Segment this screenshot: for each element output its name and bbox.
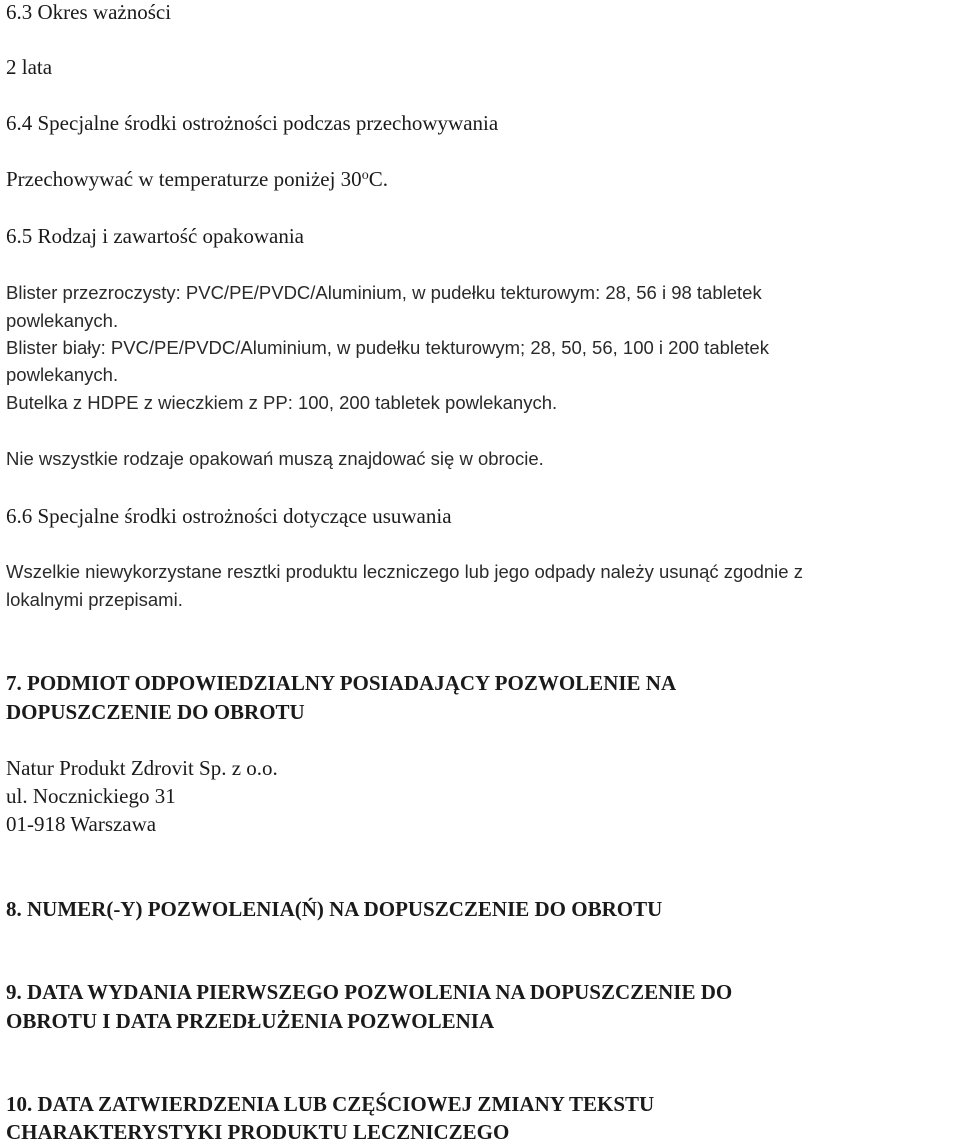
packaging-line: powlekanych. [6,364,119,385]
company-name: Natur Produkt Zdrovit Sp. z o.o. [6,756,278,780]
packaging-note: Nie wszystkie rodzaje opakowań muszą znajdować się w obrocie. [6,448,544,469]
section-7-heading: DOPUSZCZENIE DO OBROTU [6,700,305,724]
storage-unit: C. [368,167,388,191]
packaging-line: Butelka z HDPE z wieczkiem z PP: 100, 200 tabletek powlekanych. [6,392,558,413]
section-10-heading: CHARAKTERYSTYKI PRODUKTU LECZNICZEGO [6,1120,510,1144]
section-6-3-heading: 6.3 Okres ważności [6,0,172,24]
storage-text: Przechowywać w temperaturze poniżej 30 [6,167,362,191]
section-9-heading: 9. DATA WYDANIA PIERWSZEGO POZWOLENIA NA DOPUSZCZENIE DO [6,980,733,1004]
company-city: 01-918 Warszawa [6,812,157,836]
section-6-4-body [6,167,388,195]
packaging-line: powlekanych. [6,310,119,331]
packaging-line: Blister przezroczysty: PVC/PE/PVDC/Aluminium, w pudełku tekturowym: 28, 56 i 98 tabletek [6,282,762,303]
section-6-6-heading: 6.6 Specjalne środki ostrożności dotyczące usuwania [6,504,452,528]
section-9-heading: OBROTU I DATA PRZEDŁUŻENIA POZWOLENIA [6,1009,495,1033]
company-street: ul. Nocznickiego 31 [6,784,176,808]
disposal-line: Wszelkie niewykorzystane resztki produktu leczniczego lub jego odpady należy usunąć zgodnie z [6,561,803,582]
section-6-3-body: 2 lata [6,55,53,79]
section-7-heading: 7. PODMIOT ODPOWIEDZIALNY POSIADAJĄCY POZWOLENIE NA [6,671,677,695]
section-6-4-heading: 6.4 Specjalne środki ostrożności podczas przechowywania [6,111,499,135]
disposal-line: lokalnymi przepisami. [6,589,183,610]
degree-sign: o [361,168,369,183]
section-10-heading: 10. DATA ZATWIERDZENIA LUB CZĘŚCIOWEJ ZMIANY TEKSTU [6,1092,655,1116]
section-6-5-heading: 6.5 Rodzaj i zawartość opakowania [6,224,304,248]
packaging-line: Blister biały: PVC/PE/PVDC/Aluminium, w pudełku tekturowym; 28, 50, 56, 100 i 200 tabletek [6,337,769,358]
section-8-heading: 8. NUMER(-Y) POZWOLENIA(Ń) NA DOPUSZCZENIE DO OBROTU [6,897,663,921]
